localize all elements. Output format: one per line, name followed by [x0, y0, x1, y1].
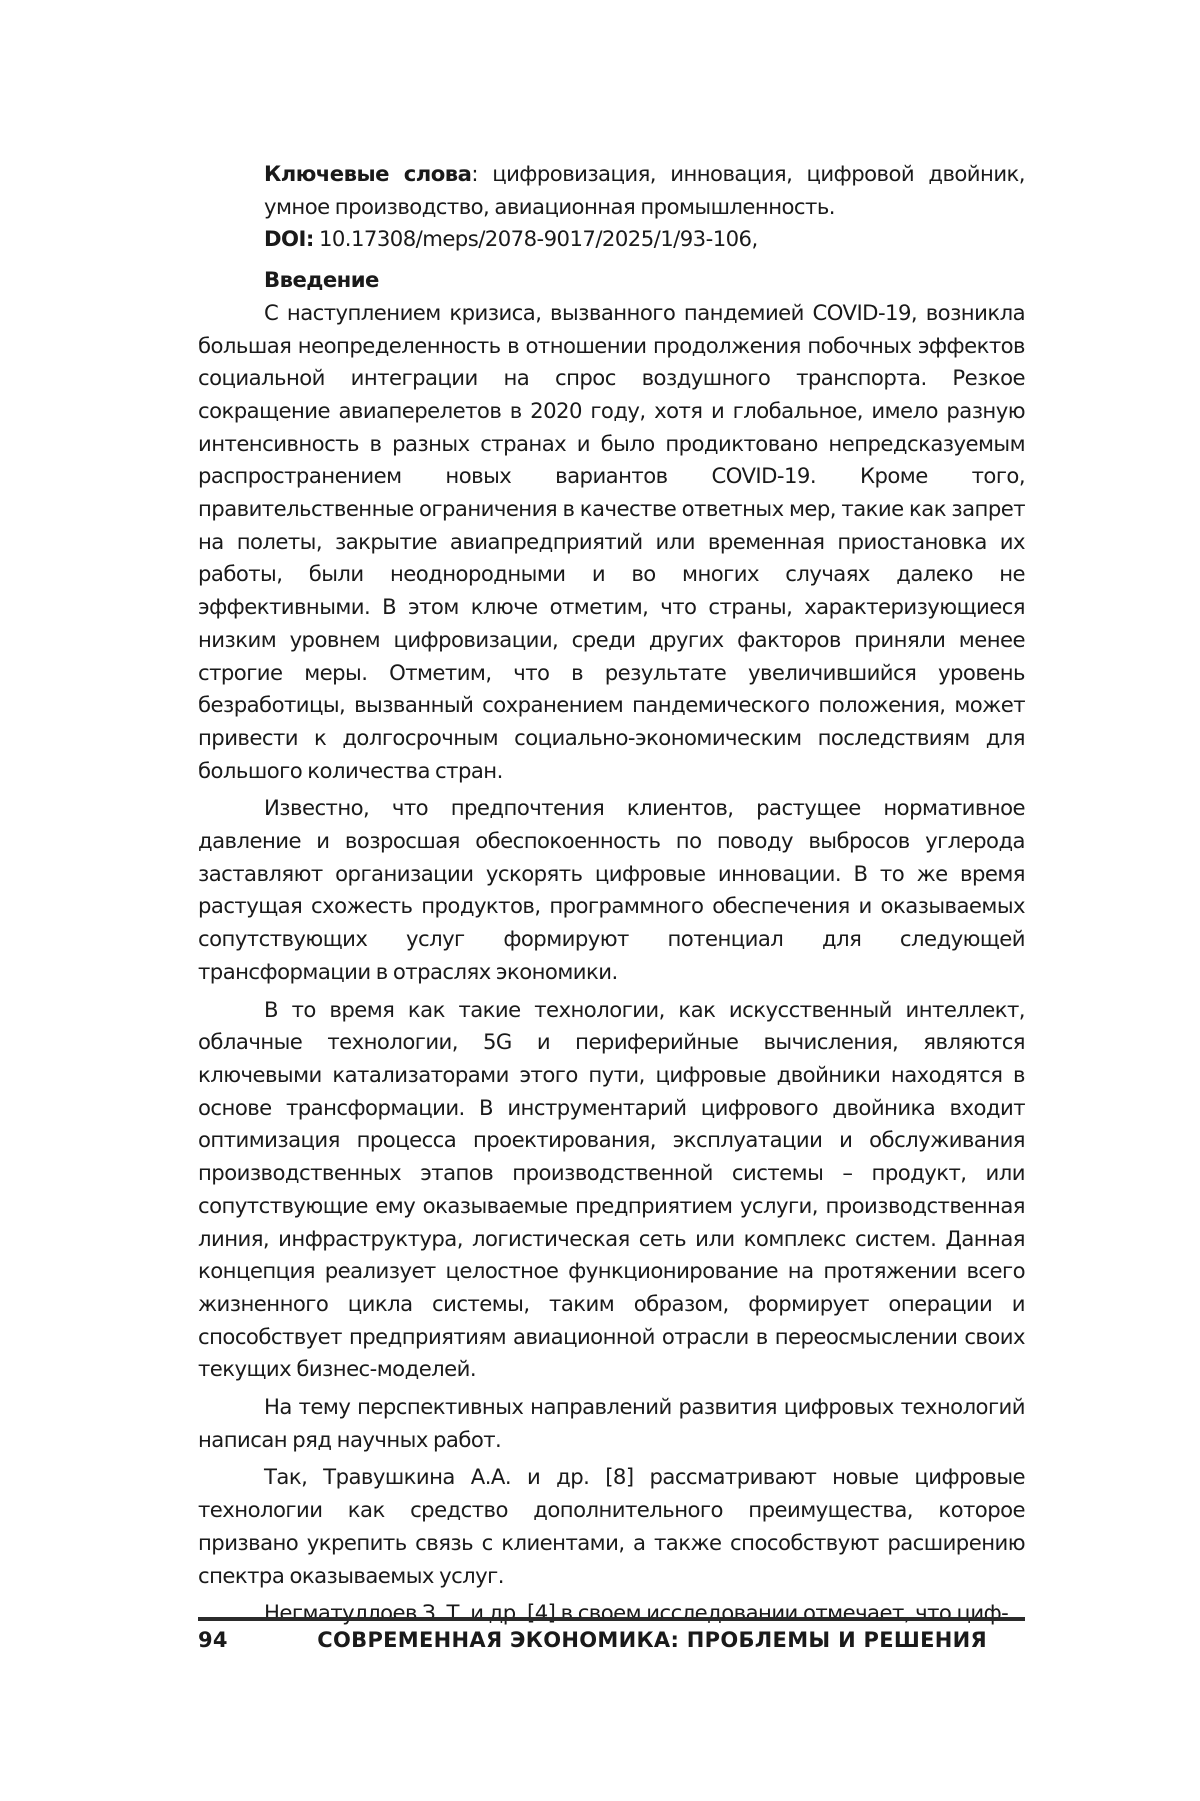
paragraph: Негматуллоев З. Т. и др. [4] в своем исследовании отмечает, что циф- [198, 1597, 1025, 1630]
doi-label: DOI: [264, 226, 314, 251]
paragraph: На тему перспективных направлений развития цифровых технологий написан ряд научных работ. [198, 1391, 1025, 1456]
doi [198, 223, 1025, 256]
paragraph: В то время как такие технологии, как искусственный интеллект, облачные технологии, 5G и периферийные вычисления, являются ключевыми катализаторами этого пути, цифровые двойники находятся в основе трансформации. В инструментарий цифрового двойника входит оптимизация процесса проектирования, эксплуатации и обслуживания производственных этапов производственной системы – продукт, или сопутствующие ему оказываемые предприятием услуги, производственная линия, инфраструктура, логистическая сеть или комплекс систем. Данная концепция реализует целостное функционирование на протяжении всего жизненного цикла системы, таким образом, формирует операции и способствует предприятиям авиационной отрасли в переосмыслении своих текущих бизнес-моделей. [198, 994, 1025, 1386]
paragraph: Так, Травушкина А.А. и др. [8] рассматривают новые цифровые технологии как средство дополнительного преимущества, которое призвано укрепить связь с клиентами, а также способствуют расширению спектра оказываемых услуг. [198, 1461, 1025, 1592]
keywords [198, 158, 1025, 223]
journal-title: СОВРЕМЕННАЯ ЭКОНОМИКА: ПРОБЛЕМЫ И РЕШЕНИЯ [317, 1628, 987, 1652]
keywords-text: : цифровизация, инновация, цифровой двойник, умное производство, авиационная промышленность. [264, 161, 1025, 219]
page-number: 94 [198, 1628, 228, 1652]
article-body [198, 158, 1025, 1630]
keywords-label: Ключевые слова [264, 161, 471, 186]
doi-value: 10.17308/meps/2078-9017/2025/1/93-106, [314, 226, 758, 251]
paragraph: Известно, что предпочтения клиентов, растущее нормативное давление и возросшая обеспокоенность по поводу выбросов углерода заставляют организации ускорять цифровые инновации. В то же время растущая схожесть продуктов, программного обеспечения и оказываемых сопутствующих услуг формируют потенциал для следующей трансформации в отраслях экономики. [198, 792, 1025, 988]
footer-divider [198, 1617, 1025, 1621]
paragraph: С наступлением кризиса, вызванного пандемией COVID-19, возникла большая неопределенность в отношении продолжения побочных эффектов социальной интеграции на спрос воздушного транспорта. Резкое сокращение авиаперелетов в 2020 году, хотя и глобальное, имело разную интенсивность в разных странах и было продиктовано непредсказуемым распространением новых вариантов COVID-19. Кроме того, правительственные ограничения в качестве ответных мер, такие как запрет на полеты, закрытие авиапредприятий или временная приостановка их работы, были неоднородными и во многих случаях далеко не эффективными. В этом ключе отметим, что страны, характеризующиеся низким уровнем цифровизации, среди других факторов приняли менее строгие меры. Отметим, что в результате увеличившийся уровень безработицы, вызванный сохранением пандемического положения, может привести к долгосрочным социально-экономическим последствиям для большого количества стран. [198, 297, 1025, 788]
section-title: Введение [198, 264, 1025, 297]
